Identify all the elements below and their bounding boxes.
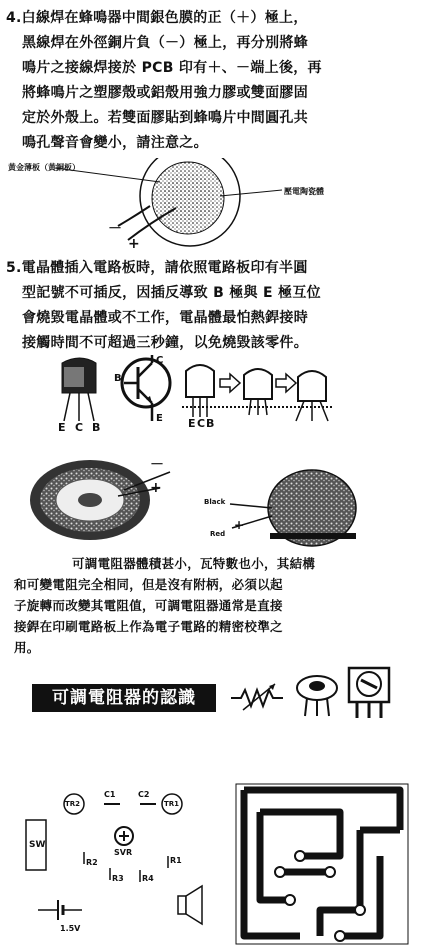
buzzer-diagram: [0, 158, 425, 253]
pin-label-c: C: [75, 421, 84, 434]
symbol-base-label: B: [114, 373, 122, 384]
symbol-collector-label: C: [156, 355, 164, 366]
svr-label: SVR: [114, 848, 133, 857]
text-line: 5.電晶體插入電路板時，請依照電路板印有半圓: [6, 260, 308, 276]
board-pin-b: B: [206, 417, 215, 430]
buzzer-photos: [0, 452, 425, 552]
pin-label-e: E: [58, 421, 66, 434]
r2-label: R2: [86, 858, 98, 867]
text-line: 子旋轉而改變其電阻值，可調電阻器通常是直接: [14, 598, 283, 613]
speaker-outline: [178, 896, 186, 914]
tr1-label: TR1: [164, 800, 180, 808]
section-5-paragraph: [6, 256, 321, 356]
text-line: 接觸時間不可超過三秒鐘，以免燒毀該零件。: [22, 335, 308, 351]
circuit-drawing: [0, 760, 425, 951]
text-line: 黑線焊在外徑銅片負（－）極上，再分別將蜂: [22, 35, 308, 51]
board-pin-e: E: [188, 417, 196, 430]
wire-minus-sign: －: [150, 457, 164, 473]
text-line: 定於外殼上。若雙面膠貼到蜂鳴片中間圓孔共: [22, 110, 308, 126]
pin-label-b: B: [92, 421, 101, 434]
c1-label: C1: [104, 790, 116, 799]
c2-label: C2: [138, 790, 150, 799]
text-line: 用。: [14, 640, 40, 655]
trimpot-pictures: [225, 660, 425, 722]
r4-label: R4: [142, 874, 154, 883]
brass-plate-label: 黃金薄板（黃銅板）: [8, 163, 80, 172]
text-line: 型記號不可插反，因插反導致 B 極與 E 極互位: [22, 285, 321, 301]
red-wire-label: Red: [210, 530, 226, 538]
circuit-layout: [0, 760, 425, 951]
black-wire-label: Black: [204, 498, 226, 506]
section-banner: [32, 684, 216, 712]
trimpot-drawing: [225, 660, 425, 722]
resistor-paragraph: [14, 553, 315, 658]
board-pin-c: C: [197, 417, 206, 430]
text-line: 接銲在印刷電路板上作為電子電路的精密校準之: [14, 619, 283, 634]
text-line: 鳴孔聲音會變小，請注意之。: [22, 135, 208, 151]
switch-label: SW: [29, 840, 46, 850]
case-plus-sign: +: [234, 518, 245, 532]
r1-label: R1: [170, 856, 182, 865]
banner-title: 可調電阻器的認識: [52, 688, 196, 708]
plus-sign: +: [128, 236, 140, 252]
text-line: 鳴片之接線焊接於 PCB 印有＋、－端上後，再: [22, 60, 322, 76]
text-line: 將蜂鳴片之塑膠殼或鋁殼用強力膠或雙面膠固: [22, 85, 308, 101]
text-line: 4.白線焊在蜂鳴器中間銀色膜的正（＋）極上，: [6, 10, 308, 26]
symbol-emitter-label: E: [156, 413, 163, 424]
text-line: 和可變電阻完全相同，但是沒有附柄，必須以起: [14, 577, 283, 592]
ceramic-label: 壓電陶瓷體: [284, 187, 324, 196]
minus-sign: －: [108, 221, 122, 237]
battery-label: 1.5V: [60, 924, 81, 933]
text-line: 可調電阻器體積甚小，瓦特數也小，其結構: [72, 556, 316, 571]
wire-plus-sign: +: [150, 480, 162, 496]
tr2-label: TR2: [65, 800, 81, 808]
r3-label: R3: [112, 874, 124, 883]
transistor-figures: [0, 355, 425, 437]
section-4-paragraph: [6, 6, 322, 156]
text-line: 會燒毀電晶體或不工作，電晶體最怕熱銲接時: [22, 310, 308, 326]
